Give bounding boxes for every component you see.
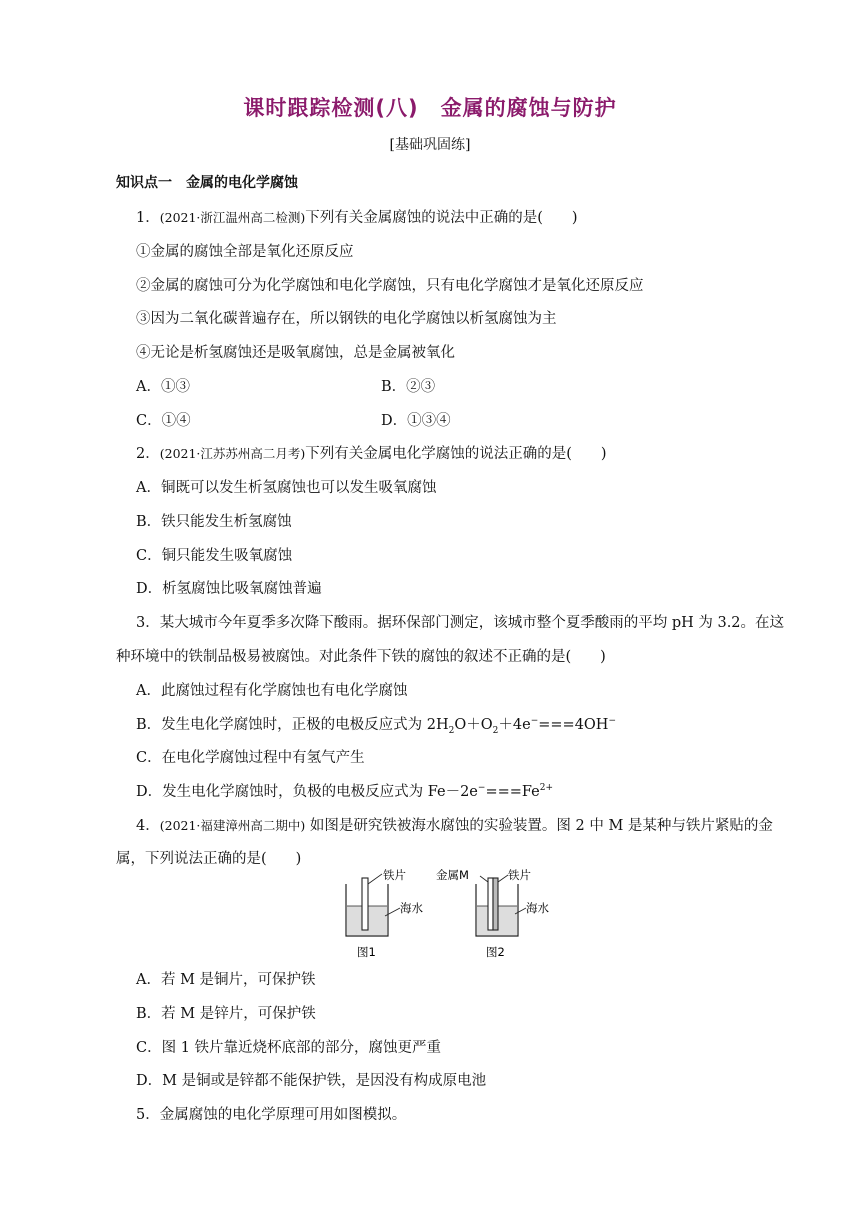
question-3-option-a: A．此腐蚀过程有化学腐蚀也有电化学腐蚀: [136, 683, 408, 699]
question-3-option-b: B．发生电化学腐蚀时，正极的电极反应式为 $2H_2O+O_2+4e^-===4OH^-$: [136, 716, 617, 736]
figure-label: 海水: [400, 901, 423, 915]
question-5-stem: 5．金属腐蚀的电化学原理可用如图模拟。: [136, 1107, 407, 1123]
question-4-option-a: A．若 M 是铜片，可保护铁: [136, 972, 316, 988]
question-2-option-d: D．析氢腐蚀比吸氧腐蚀普遍: [136, 581, 322, 597]
question-2-option-a: A．铜既可以发生析氢腐蚀也可以发生吸氧腐蚀: [136, 480, 437, 496]
question-1-stem: 1．(2021·浙江温州高二检测)下列有关金属腐蚀的说法中正确的是( ): [136, 210, 578, 226]
figure-label: 海水: [526, 901, 549, 915]
question-1-item: ②金属的腐蚀可分为化学腐蚀和电化学腐蚀，只有电化学腐蚀才是氧化还原反应: [136, 278, 644, 294]
iron-plate: [362, 878, 368, 930]
question-source: (2021·福建漳州高二期中): [159, 818, 306, 833]
question-4-option-c: C．图 1 铁片靠近烧杯底部的部分，腐蚀更严重: [136, 1040, 442, 1056]
question-1-option-d: D．①③④: [381, 413, 451, 429]
page-subtitle: [基础巩固练]: [389, 137, 471, 153]
question-1-option-a: A．①③: [136, 379, 190, 395]
question-3-stem-line1: 3．某大城市今年夏季多次降下酸雨。据环保部门测定，该城市整个夏季酸雨的平均 pH 为 3.2。在这: [136, 615, 785, 631]
corrosion-apparatus-figure: [330, 866, 560, 966]
question-4-option-b: B．若 M 是锌片，可保护铁: [136, 1006, 316, 1022]
figure-caption: 图1: [357, 945, 376, 959]
question-source: (2021·浙江温州高二检测): [159, 210, 306, 225]
question-3-option-c: C．在电化学腐蚀过程中有氢气产生: [136, 750, 365, 766]
question-4-stem-line1: 4．(2021·福建漳州高二期中) 如图是研究铁被海水腐蚀的实验装置。图 2 中 M 是某种与铁片紧贴的金: [136, 818, 773, 834]
question-2-option-c: C．铜只能发生吸氧腐蚀: [136, 548, 293, 564]
section-heading: 知识点一 金属的电化学腐蚀: [116, 175, 298, 191]
question-3-stem-line2: 种环境中的铁制品极易被腐蚀。对此条件下铁的腐蚀的叙述不正确的是( ): [116, 649, 606, 665]
iron-plate: [493, 878, 498, 930]
figure-caption: 图2: [486, 945, 505, 959]
metal-m-plate: [488, 878, 493, 930]
question-3-option-d: D．发生电化学腐蚀时，负极的电极反应式为 $Fe-2e^-===Fe^{2+}$: [136, 783, 554, 800]
figure-label: 铁片: [508, 868, 531, 882]
question-2-stem: 2．(2021·江苏苏州高二月考)下列有关金属电化学腐蚀的说法正确的是( ): [136, 446, 607, 462]
question-1-item: ①金属的腐蚀全部是氧化还原反应: [136, 244, 354, 260]
question-4-stem-line2: 属，下列说法正确的是( ): [116, 851, 302, 867]
question-1-option-b: B．②③: [381, 379, 436, 395]
question-1-option-c: C．①④: [136, 413, 191, 429]
question-source: (2021·江苏苏州高二月考): [159, 446, 306, 461]
page-title: 课时跟踪检测(八) 金属的腐蚀与防护: [243, 96, 617, 120]
question-1-item: ④无论是析氢腐蚀还是吸氧腐蚀，总是金属被氧化: [136, 345, 455, 361]
figure-2-beaker: [476, 875, 526, 936]
figure-label: 金属M: [436, 868, 469, 882]
figure-label: 铁片: [383, 868, 406, 882]
question-2-option-b: B．铁只能发生析氢腐蚀: [136, 514, 292, 530]
question-4-option-d: D．M 是铜或是锌都不能保护铁，是因没有构成原电池: [136, 1073, 487, 1089]
figure-1-beaker: [346, 874, 400, 936]
question-1-item: ③因为二氧化碳普遍存在，所以钢铁的电化学腐蚀以析氢腐蚀为主: [136, 311, 557, 327]
